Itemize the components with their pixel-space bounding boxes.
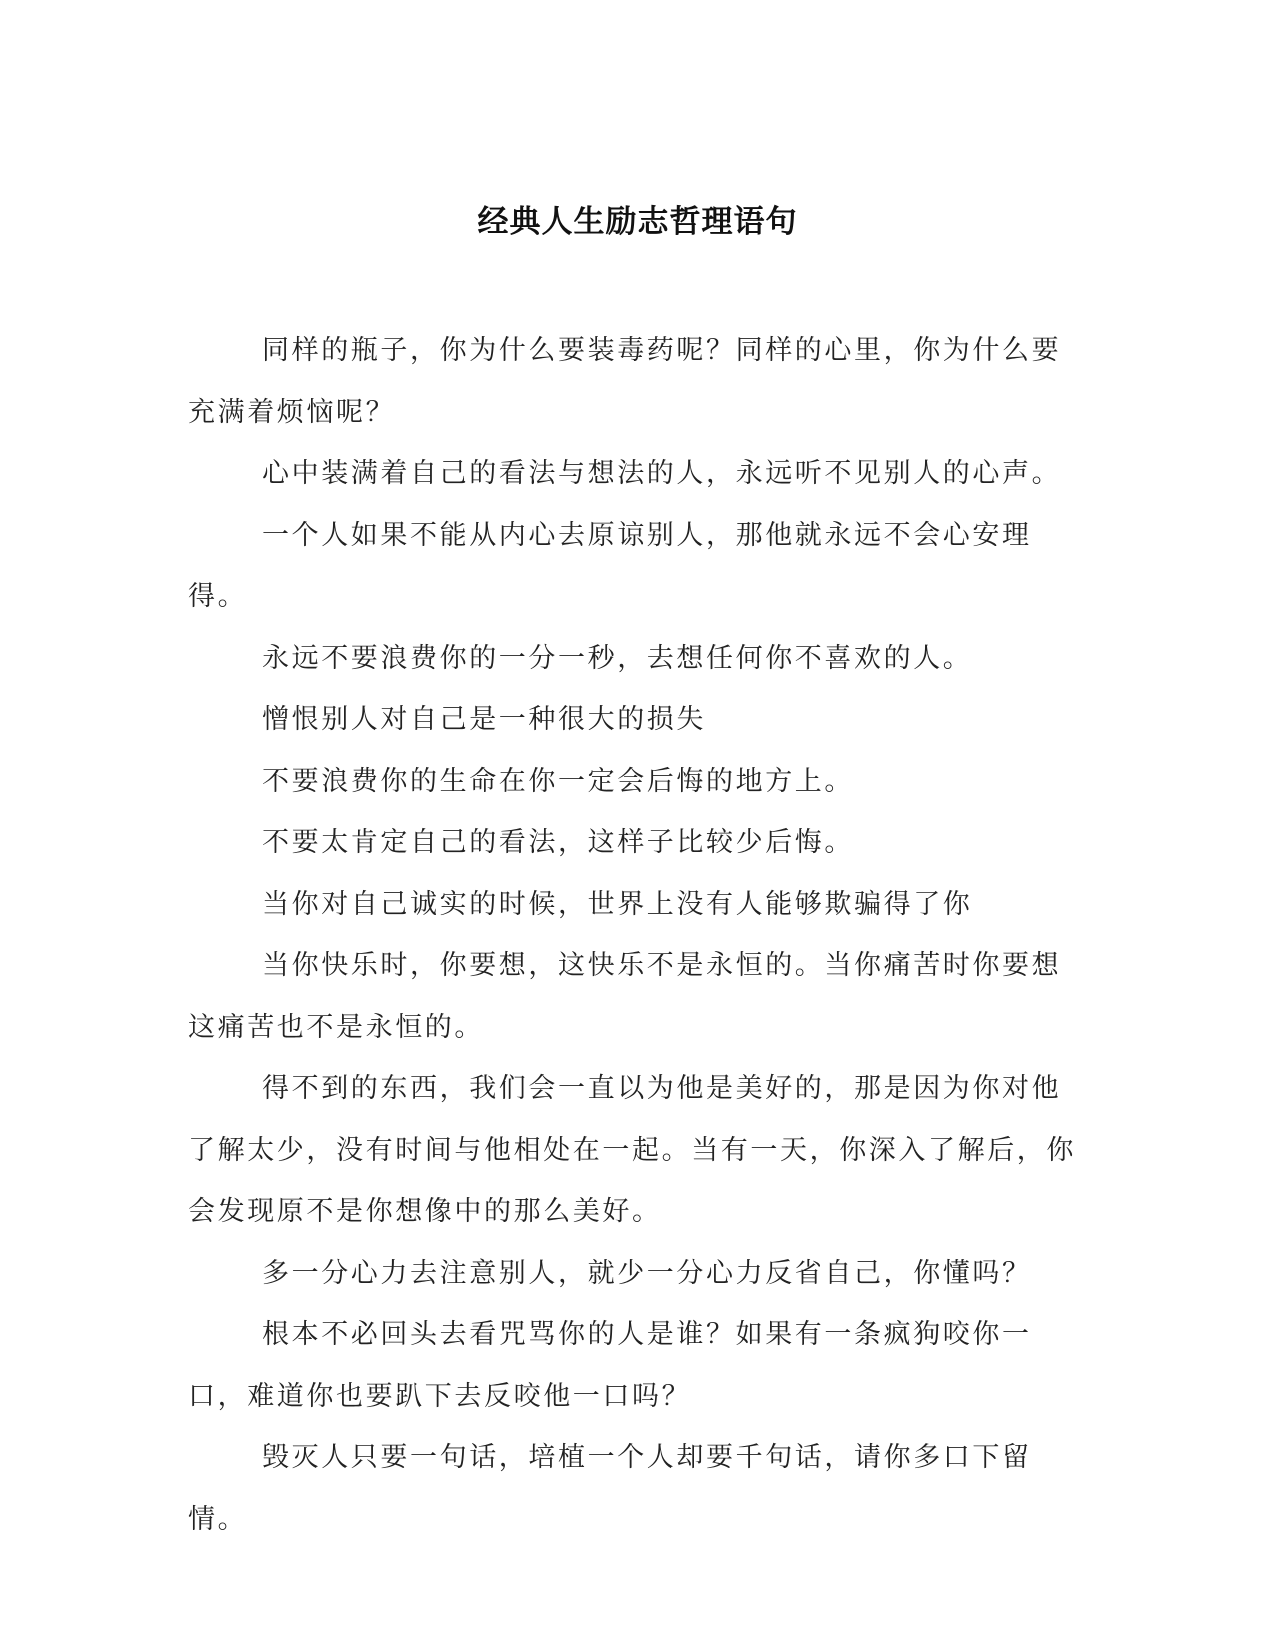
- paragraph: 得不到的东西，我们会一直以为他是美好的，那是因为你对他了解太少，没有时间与他相处在一起。当有一天，你深入了解后，你会发现原不是你想像中的那么美好。: [188, 1073, 1076, 1227]
- paragraph: 憎恨别人对自己是一种很大的损失: [262, 704, 706, 735]
- paragraph: 当你快乐时，你要想，这快乐不是永恒的。当你痛苦时你要想这痛苦也不是永恒的。: [188, 950, 1062, 1043]
- paragraph: 一个人如果不能从内心去原谅别人，那他就永远不会心安理得。: [188, 519, 1032, 612]
- paragraph: 当你对自己诚实的时候，世界上没有人能够欺骗得了你: [262, 888, 973, 920]
- paragraph: 同样的瓶子，你为什么要装毒药呢？同样的心里，你为什么要充满着烦恼呢？: [188, 335, 1062, 428]
- paragraph: 毁灭人只要一句话，培植一个人却要千句话，请你多口下留情。: [188, 1442, 1032, 1535]
- page-title: 经典人生励志哲理语句: [477, 204, 798, 240]
- paragraph: 心中装满着自己的看法与想法的人，永远听不见别人的心声。: [262, 458, 1062, 489]
- document-body: [188, 320, 1088, 1550]
- paragraph: 不要太肯定自己的看法，这样子比较少后悔。: [262, 827, 854, 858]
- paragraph: 多一分心力去注意别人，就少一分心力反省自己，你懂吗？: [262, 1257, 1032, 1289]
- paragraph: 永远不要浪费你的一分一秒，去想任何你不喜欢的人。: [262, 642, 973, 674]
- paragraph: 根本不必回头去看咒骂你的人是谁？如果有一条疯狗咬你一口，难道你也要趴下去反咬他一口吗？: [188, 1319, 1032, 1412]
- paragraph: 不要浪费你的生命在你一定会后悔的地方上。: [262, 765, 854, 797]
